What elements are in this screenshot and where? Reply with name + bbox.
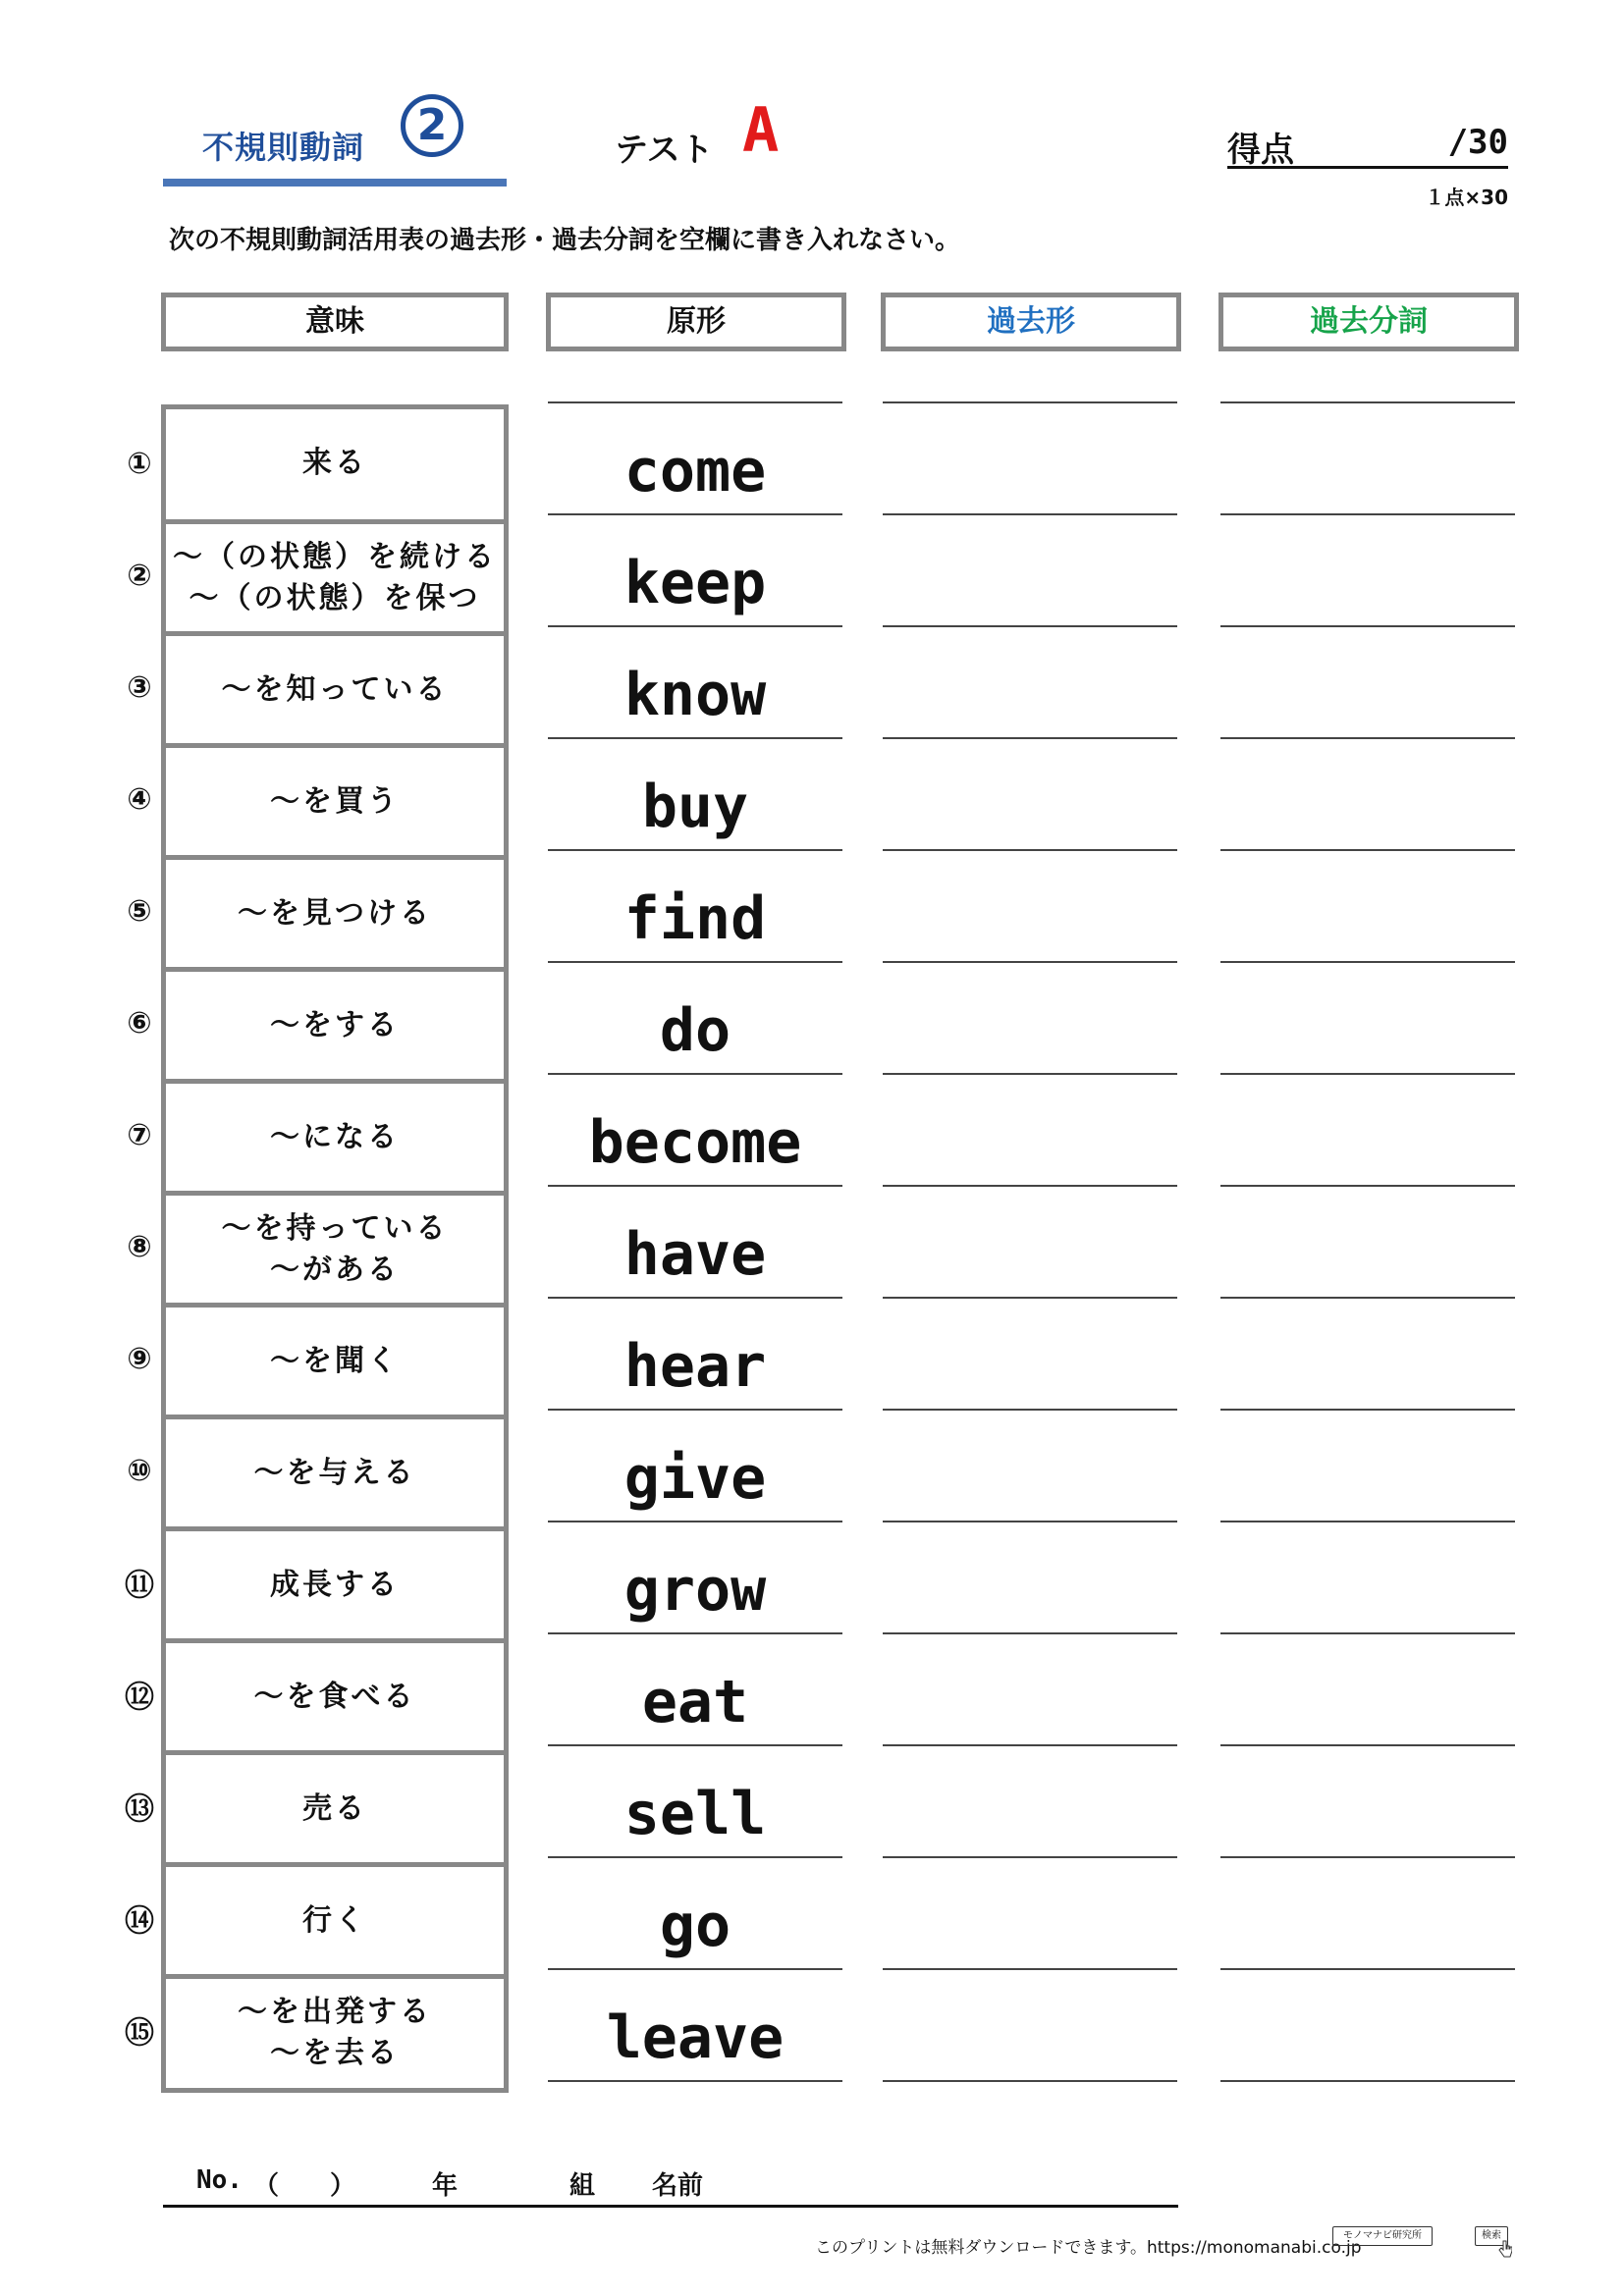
answer-line xyxy=(548,625,842,627)
column-header-past-participle: 過去分詞 xyxy=(1218,293,1519,351)
answer-line xyxy=(548,1073,842,1075)
answer-line xyxy=(1220,1185,1515,1187)
past-form-blank[interactable] xyxy=(883,971,1177,1069)
meaning-line: ～を食べる xyxy=(253,1679,416,1714)
answer-line xyxy=(883,1744,1177,1746)
table-row xyxy=(0,1750,1624,1862)
answer-line xyxy=(1220,737,1515,739)
past-participle-blank[interactable] xyxy=(1220,1530,1515,1629)
meaning-cell xyxy=(166,1303,504,1415)
table-row xyxy=(0,1862,1624,1974)
meaning-cell xyxy=(166,1638,504,1750)
answer-line xyxy=(1220,1409,1515,1411)
row-number: ⑪ xyxy=(125,1569,154,1603)
download-credit: このプリントは無料ダウンロードできます。https://monomanabi.co.jp xyxy=(815,2238,1362,2258)
past-participle-blank[interactable] xyxy=(1220,1978,1515,2076)
table-row xyxy=(0,1303,1624,1415)
past-participle-blank[interactable] xyxy=(1220,859,1515,957)
row-number: ⑩ xyxy=(127,1453,152,1488)
meaning-line: ～を知っている xyxy=(221,671,449,707)
instruction-text: 次の不規則動詞活用表の過去形・過去分詞を空欄に書き入れなさい。 xyxy=(169,226,961,255)
table-row xyxy=(0,855,1624,967)
meaning-line: ～（の状態）を続ける xyxy=(173,539,497,574)
table-row xyxy=(0,967,1624,1079)
past-participle-blank[interactable] xyxy=(1220,1418,1515,1517)
title-number-badge: 2 xyxy=(401,94,463,157)
meaning-line: 売る xyxy=(302,1790,367,1826)
base-form-cell: grow xyxy=(623,1556,767,1625)
score-note: １点×30 xyxy=(1425,186,1508,209)
base-form-cell: buy xyxy=(641,773,749,841)
answer-line xyxy=(1220,625,1515,627)
answer-line xyxy=(883,1073,1177,1075)
column-header-past: 過去形 xyxy=(881,293,1181,351)
worksheet-title: 不規則動詞 xyxy=(202,129,365,166)
row-number: ⑥ xyxy=(127,1005,152,1041)
past-participle-blank[interactable] xyxy=(1220,1195,1515,1293)
score-label: 得点 xyxy=(1227,131,1294,170)
answer-line xyxy=(1220,1968,1515,1970)
meaning-cell xyxy=(166,1079,504,1191)
row-number: ⑤ xyxy=(127,893,152,929)
row-number: ① xyxy=(127,446,152,481)
footer-name-line xyxy=(163,2205,1178,2208)
answer-line xyxy=(548,1521,842,1522)
past-participle-blank[interactable] xyxy=(1220,1307,1515,1405)
answer-line xyxy=(883,1521,1177,1522)
column-header-base: 原形 xyxy=(546,293,846,351)
meaning-line: ～を買う xyxy=(270,783,400,819)
answer-line xyxy=(548,737,842,739)
footer-number-field[interactable]: （ ） xyxy=(253,2171,356,2201)
test-label: テスト xyxy=(615,131,714,170)
row-number: ⑮ xyxy=(125,2016,154,2051)
meaning-cell xyxy=(166,519,504,631)
row-number: ④ xyxy=(127,781,152,817)
footer-no-label: No. xyxy=(196,2165,243,2195)
meaning-cell xyxy=(166,631,504,743)
past-participle-blank[interactable] xyxy=(1220,411,1515,509)
past-form-blank[interactable] xyxy=(883,411,1177,509)
meaning-cell xyxy=(166,407,504,519)
score-field xyxy=(1227,123,1508,169)
table-row xyxy=(0,407,1624,519)
answer-line xyxy=(1220,2080,1515,2082)
row-number: ⑨ xyxy=(127,1341,152,1376)
meaning-cell xyxy=(166,1974,504,2086)
title-underline xyxy=(163,179,507,187)
answer-line xyxy=(1220,1744,1515,1746)
answer-line xyxy=(1220,1073,1515,1075)
base-form-cell: hear xyxy=(623,1332,767,1401)
column-header-meaning: 意味 xyxy=(161,293,509,351)
answer-line xyxy=(883,849,1177,851)
table-row xyxy=(0,1415,1624,1526)
meaning-line: ～になる xyxy=(270,1119,400,1154)
base-form-cell: come xyxy=(623,437,767,506)
answer-line xyxy=(548,961,842,963)
meaning-cell xyxy=(166,1750,504,1862)
past-form-blank[interactable] xyxy=(883,635,1177,733)
answer-line xyxy=(883,401,1177,403)
answer-line xyxy=(548,1632,842,1634)
past-form-blank[interactable] xyxy=(883,1083,1177,1181)
past-participle-blank[interactable] xyxy=(1220,1866,1515,1964)
answer-line xyxy=(1220,513,1515,515)
base-form-cell: know xyxy=(623,661,767,729)
meaning-line: ～を去る xyxy=(270,2035,400,2070)
past-form-blank[interactable] xyxy=(883,1418,1177,1517)
past-participle-blank[interactable] xyxy=(1220,523,1515,621)
meaning-cell xyxy=(166,1862,504,1974)
answer-line xyxy=(548,1409,842,1411)
meaning-line: 行く xyxy=(302,1902,367,1938)
footer-year-label: 年 xyxy=(432,2171,459,2201)
past-form-blank[interactable] xyxy=(883,1530,1177,1629)
meaning-cell xyxy=(166,855,504,967)
answer-line xyxy=(548,401,842,403)
table-row xyxy=(0,743,1624,855)
answer-line xyxy=(1220,1521,1515,1522)
meaning-line: ～を見つける xyxy=(238,895,432,931)
meaning-line: 来る xyxy=(302,446,367,480)
base-form-cell: become xyxy=(588,1108,802,1177)
past-form-blank[interactable] xyxy=(883,859,1177,957)
meaning-cell xyxy=(166,967,504,1079)
brand-search-box: モノマナビ研究所 xyxy=(1332,2226,1433,2246)
answer-line xyxy=(1220,1632,1515,1634)
table-row xyxy=(0,1974,1624,2086)
answer-line xyxy=(883,625,1177,627)
table-row xyxy=(0,631,1624,743)
meaning-line: ～をする xyxy=(270,1007,400,1042)
answer-line xyxy=(548,1297,842,1299)
answer-line xyxy=(548,1856,842,1858)
row-number: ⑧ xyxy=(127,1229,152,1264)
past-participle-blank[interactable] xyxy=(1220,747,1515,845)
past-form-blank[interactable] xyxy=(883,747,1177,845)
search-button: 検索 xyxy=(1475,2226,1508,2246)
answer-line xyxy=(548,1744,842,1746)
answer-line xyxy=(883,1297,1177,1299)
past-participle-blank[interactable] xyxy=(1220,1083,1515,1181)
answer-line xyxy=(883,1856,1177,1858)
row-number: ② xyxy=(127,558,152,593)
past-form-blank[interactable] xyxy=(883,1978,1177,2076)
hand-cursor-icon xyxy=(1498,2240,1512,2258)
base-form-cell: go xyxy=(659,1892,731,1960)
answer-line xyxy=(548,1968,842,1970)
past-participle-blank[interactable] xyxy=(1220,1754,1515,1852)
past-form-blank[interactable] xyxy=(883,1754,1177,1852)
past-form-blank[interactable] xyxy=(883,1195,1177,1293)
base-form-cell: do xyxy=(659,996,731,1065)
base-form-cell: leave xyxy=(606,2003,785,2072)
base-form-cell: have xyxy=(623,1220,767,1289)
row-number: ⑬ xyxy=(125,1792,154,1827)
test-variant: A xyxy=(742,94,780,166)
answer-line xyxy=(883,961,1177,963)
meaning-line: ～を出発する xyxy=(238,1994,432,2029)
answer-line xyxy=(883,1632,1177,1634)
table-row xyxy=(0,1638,1624,1750)
past-form-blank[interactable] xyxy=(883,1307,1177,1405)
footer-name-label: 名前 xyxy=(652,2171,704,2201)
answer-line xyxy=(883,1968,1177,1970)
past-participle-blank[interactable] xyxy=(1220,971,1515,1069)
answer-line xyxy=(548,849,842,851)
answer-line xyxy=(548,2080,842,2082)
meaning-line: ～を持っている xyxy=(221,1210,449,1246)
table-row xyxy=(0,1526,1624,1638)
past-form-blank[interactable] xyxy=(883,1866,1177,1964)
meaning-line: ～がある xyxy=(270,1252,400,1287)
answer-line xyxy=(883,1409,1177,1411)
base-form-cell: sell xyxy=(623,1780,767,1848)
footer-class-label: 組 xyxy=(569,2171,596,2201)
meaning-line: ～を与える xyxy=(253,1455,416,1490)
row-number: ⑭ xyxy=(125,1904,154,1939)
answer-line xyxy=(1220,401,1515,403)
answer-line xyxy=(1220,961,1515,963)
base-form-cell: eat xyxy=(641,1668,749,1736)
base-form-cell: keep xyxy=(623,549,767,617)
past-participle-blank[interactable] xyxy=(1220,1642,1515,1740)
answer-line xyxy=(883,737,1177,739)
table-row xyxy=(0,519,1624,631)
meaning-cell xyxy=(166,1191,504,1303)
answer-line xyxy=(1220,1856,1515,1858)
score-total: /30 xyxy=(1447,123,1508,162)
past-participle-blank[interactable] xyxy=(1220,635,1515,733)
row-number: ⑫ xyxy=(125,1681,154,1715)
answer-line xyxy=(1220,849,1515,851)
row-number: ③ xyxy=(127,669,152,705)
table-row xyxy=(0,1079,1624,1191)
meaning-line: 成長する xyxy=(270,1567,400,1602)
answer-line xyxy=(883,1185,1177,1187)
row-number: ⑦ xyxy=(127,1117,152,1152)
past-form-blank[interactable] xyxy=(883,1642,1177,1740)
answer-line xyxy=(883,2080,1177,2082)
meaning-cell xyxy=(166,1526,504,1638)
past-form-blank[interactable] xyxy=(883,523,1177,621)
answer-line xyxy=(548,1185,842,1187)
answer-line xyxy=(548,513,842,515)
meaning-line: ～（の状態）を保つ xyxy=(189,580,481,615)
answer-line xyxy=(1220,1297,1515,1299)
meaning-cell xyxy=(166,743,504,855)
base-form-cell: find xyxy=(623,884,767,953)
table-row xyxy=(0,1191,1624,1303)
base-form-cell: give xyxy=(623,1444,767,1513)
meaning-cell xyxy=(166,1415,504,1526)
answer-line xyxy=(883,513,1177,515)
meaning-line: ～を聞く xyxy=(270,1343,400,1378)
